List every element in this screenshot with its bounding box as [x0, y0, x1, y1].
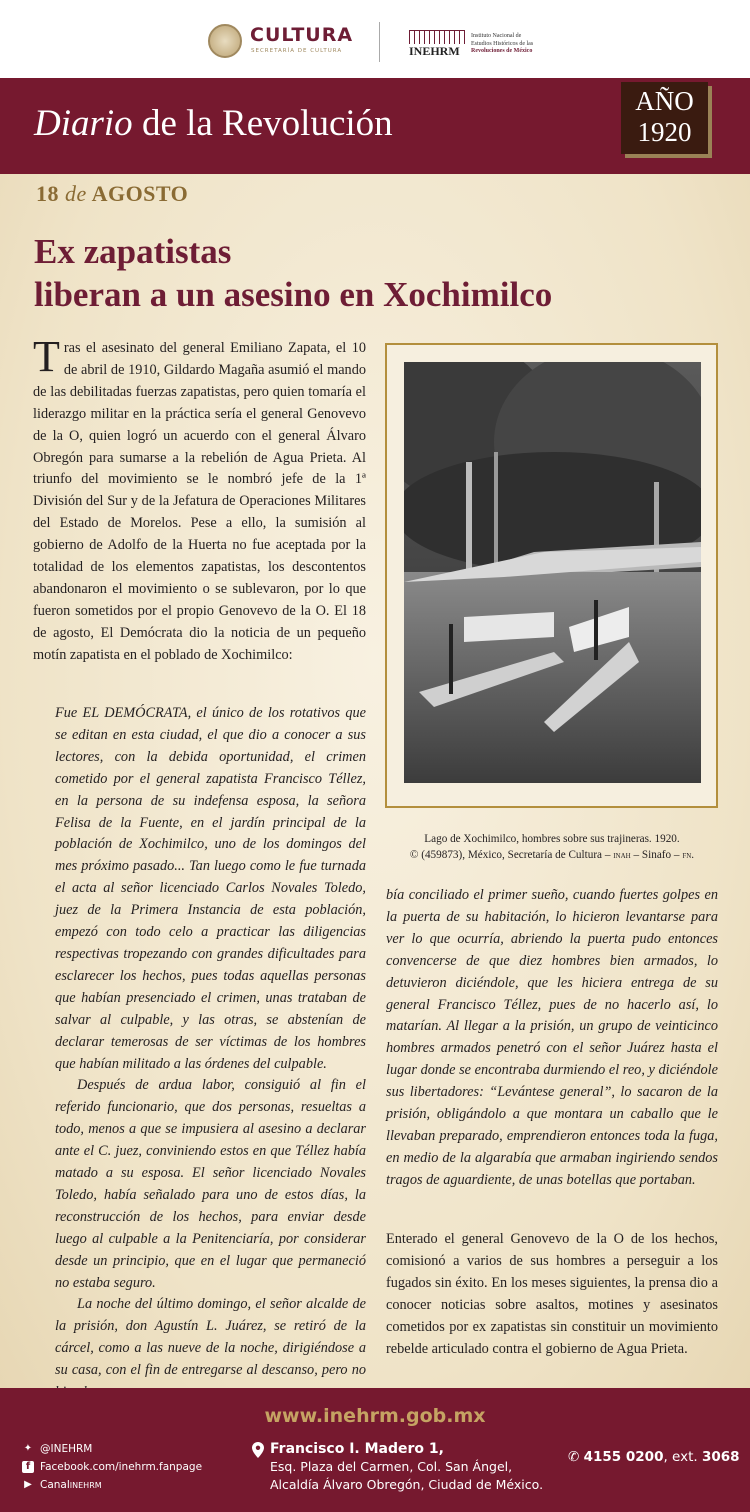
cultura-logo-subtitle: SECRETARÍA DE CULTURA — [251, 48, 343, 54]
phone-icon: ✆ — [568, 1449, 580, 1465]
address-line1: Francisco I. Madero 1, — [270, 1441, 444, 1457]
quoted-report-part2 — [386, 885, 718, 1192]
cultura-logo-text: CULTURA — [250, 24, 354, 46]
photo-caption — [386, 831, 718, 864]
inehrm-building-icon — [409, 30, 465, 44]
caption-inah: inah — [613, 850, 631, 861]
year-value: 1920 — [637, 117, 692, 147]
caption-sinafo: – Sinafo – — [630, 849, 683, 861]
caption-line2 — [386, 847, 718, 864]
social-links — [22, 1440, 202, 1494]
caption-line1: Lago de Xochimilco, hombres sobre sus trajineras. 1920. — [424, 833, 680, 845]
quoted-report-part1 — [55, 703, 366, 1404]
location-pin-icon — [252, 1442, 264, 1458]
caption-credit: © (459873), México, Secretaría de Cultura – — [409, 849, 614, 861]
caption-fn: fn — [682, 850, 692, 861]
article-date — [36, 181, 188, 207]
top-header — [0, 0, 750, 78]
address-line3: Alcaldía Álvaro Obregón, Ciudad de México. — [270, 1477, 544, 1492]
inehrm-desc-line3: Revoluciones de México — [471, 48, 533, 54]
logo-divider — [379, 22, 380, 62]
phone-ext-label: , ext. — [663, 1449, 702, 1465]
inehrm-desc-line1: Instituto Nacional de — [471, 33, 522, 39]
facebook-link[interactable] — [22, 1458, 202, 1476]
cultura-seal-icon — [208, 24, 242, 58]
date-month: AGOSTO — [91, 181, 189, 206]
website-link[interactable]: www.inehrm.gob.mx — [264, 1405, 486, 1427]
headline-line2: liberan a un asesino en Xochimilco — [34, 275, 553, 314]
address-line2: Esq. Plaza del Carmen, Col. San Ángel, — [270, 1459, 513, 1474]
inehrm-description — [471, 33, 551, 56]
inehrm-logo-text: INEHRM — [409, 44, 460, 58]
quote-paragraph-1: Fue EL DEMÓCRATA, el único de los rotativos que se editan en esta ciudad, el que dio a conocer a sus lectores, con la debida oportunidad, el crimen cometido por el general zapatista Francisco Téllez, en la persona de su indefensa esposa, la señora Felisa de la Fuente, en el jardín principal de la población de Xochimilco, uno de los domingos del mes próximo pasado... Tan luego como le fue turnada el acta al señor licenciado Carlos Novales Toledo, juez de la Primera Instancia de esta población, empezó con todo celo a practicar las diligencias respectivas tropezando con grandes dificultades para esclarecer los hechos, pues todas aquellas personas que habían presenciado el crimen, unas trataban de salvar al culpable, y las otras, se abstenían de declarar temerosas de ser víctimas de los hombres que habían militado a las órdenes del culpable. — [55, 705, 366, 1072]
title-italic: Diario — [34, 103, 133, 144]
drop-cap: T — [33, 332, 60, 381]
quote-paragraph-3: La noche del último domingo, el señor alcalde de la prisión, don Agustín L. Juárez, se retiró de la cárcel, como a las nueve de la noche, dirigiéndose a su casa, con el fin de entregarse al descanso, pero no — [55, 1296, 366, 1379]
phone-number[interactable] — [568, 1449, 740, 1465]
year-box — [621, 82, 708, 154]
quote-paragraph-4: bía conciliado el primer sueño, cuando fuertes golpes en la puerta de su habitación, lo hicieron levantarse para ver lo que ocurría, abriendo la puerta pudo entonces convencerse de que diez hombres bien armados, lo detuvieron diciéndole, que les hiciera entrega de su general Francisco Téllez, pues de no hacerlo así, lo matarían. Al llegar a la prisión, un grupo de veinticinco hombres armados penetró con el señor Juárez hasta el lugar donde se encontraba durmiendo el reo, y diciéndole sus libertadores: “Levántese general”, lo sacaron de la prisión, obligándolo a que montara un caballo que le llevaban preparado, emprendieron entonces toda la fuga, en medio de la algarabía que armaban ingiriendo sendos tragos de aguardiente, de unas botellas que portaban. — [386, 887, 718, 1188]
photo-illustration — [404, 362, 701, 783]
address — [270, 1440, 543, 1494]
intro-text: ras el asesinato del general Emiliano Zapata, el 10 de abril de 1910, Gildardo Magaña asumió el mando de las debilitadas fuerzas zapatistas, pero quien tomaría el liderazgo militar en la práctica sería el general Genovevo de la O, quien logró un acuerdo con el general Álvaro Obregón para sumarse a la rebelión de Agua Prieta. Al triunfo del movimiento se le nombró jefe de la 1ª División del Sur y de la Jefatura de Operaciones Militares del Estado de Morelos. Pese a ello, la sumisión al gobierno de Adolfo de la Huerta no fue aceptada por la totalidad de los elementos zapatistas, los descontentos abandonaron el movimiento o se sublevaron, por lo que fueron sometidos por el propio Genovevo de la O. El 18 de agosto, El Demócrata dio la noticia de un pequeño motín zapatista en el poblado de Xochimilco: — [33, 340, 366, 663]
youtube-prefix: Canal — [40, 1479, 70, 1491]
youtube-channel: INEHRM — [69, 1480, 102, 1490]
phone-ext: 3068 — [702, 1449, 740, 1465]
year-label: AÑO — [635, 86, 694, 116]
youtube-icon: ▶ — [24, 1479, 32, 1490]
twitter-icon: ✦ — [23, 1443, 33, 1454]
date-de: de — [65, 181, 87, 206]
article-closing — [386, 1229, 718, 1360]
inehrm-desc-line2: Estudios Históricos de las — [471, 40, 534, 47]
closing-text: Enterado el general Genovevo de la O de los hechos, comisionó a varios de sus hombres a perseguir a los fugados sin éxito. En los meses siguientes, la prensa dio a conocer noticias sobre asaltos, motines y asesinatos cometidos por ex zapatistas sin constituir un movimiento rebelde articulado contra el gobierno de Agua Prieta. — [386, 1231, 718, 1357]
phone-main: 4155 0200 — [583, 1449, 664, 1465]
twitter-handle: @INEHRM — [40, 1443, 93, 1455]
headline-line1: Ex zapatistas — [34, 232, 232, 271]
facebook-url: Facebook.com/inehrm.fanpage — [40, 1461, 203, 1473]
twitter-link[interactable] — [22, 1440, 202, 1458]
xochimilco-photo — [404, 362, 701, 783]
article-intro — [33, 332, 366, 667]
facebook-icon: f — [22, 1461, 34, 1473]
youtube-link[interactable] — [22, 1476, 202, 1494]
quote-paragraph-2: Después de ardua labor, consiguió al fin el referido funcionario, que dos personas, resueltas a todo, menos a que se impusiera al asesino a declarar ante el C. juez, conviniendo estos en que Téllez había matado a su esposa. El señor licenciado Novales Toledo, había señalado para uno de estos días, la reconstrucción de los hechos, para enviar desde luego al culpable a la Penitenciaría, por considerar desde un principio, que en el lugar que permaneció no estaba seguro. — [55, 1077, 366, 1291]
caption-end: . — [691, 849, 695, 861]
title-rest: de la Revolución — [132, 103, 393, 144]
publication-title — [34, 102, 393, 145]
article-headline — [34, 230, 714, 316]
date-day: 18 — [36, 181, 59, 206]
